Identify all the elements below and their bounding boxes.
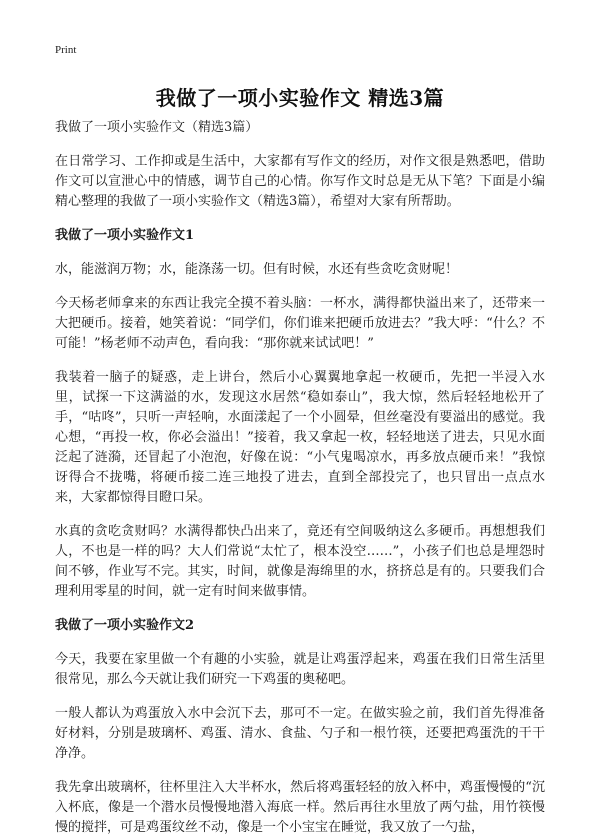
essay-1-heading: 我做了一项小实验作文1 (55, 228, 195, 243)
intro-paragraph: 在日常学习、工作抑或是生活中，大家都有写作文的经历，对作文很是熟悉吧，借助作文可以宣泄心中的情感，调节自己的心情。你写作文时总是无从下笔？下面是小编精心整理的我做了一项小实验作文（精选3篇），希望对大家有所帮助。 (55, 154, 545, 209)
document-body (55, 118, 545, 838)
print-label: Print (55, 44, 77, 56)
essay-2-paragraph: 一般人都认为鸡蛋放入水中会沉下去，那可不一定。在做实验之前，我们首先得准备好材料，分别是玻璃杯、鸡蛋、清水、食盐、勺子和一根竹筷，还要把鸡蛋洗的干干净净。 (55, 706, 545, 761)
essay-1-paragraph: 水，能滋润万物；水，能涤荡一切。但有时候，水还有些贪吃贪财呢！ (55, 262, 459, 277)
document-subtitle: 我做了一项小实验作文（精选3篇） (55, 120, 259, 135)
essay-1-paragraph: 今天杨老师拿来的东西让我完全摸不着头脑：一杯水，满得都快溢出来了，还带来一大把硬币。接着，她笑着说：“同学们，你们谁来把硬币放进去？”我大呼：“什么？不可能！”杨老师不动声色，看向我：“那你就来试试吧！” (55, 296, 545, 351)
essay-2-heading: 我做了一项小实验作文2 (55, 618, 195, 633)
essay-2-paragraph: 今天，我要在家里做一个有趣的小实验，就是让鸡蛋浮起来，鸡蛋在我们日常生活里很常见，那么今天就让我们研究一下鸡蛋的奥秘吧。 (55, 652, 545, 687)
essay-1-paragraph: 我装着一脑子的疑惑，走上讲台，然后小心翼翼地拿起一枚硬币，先把一半浸入水里，试探一下这满溢的水，发现这水居然“稳如泰山”，我大惊，然后轻轻地松开了手，“咕咚”，只听一声轻响，水面漾起了一个小圆晕，但丝毫没有要溢出的感觉。我心想，“再投一枚，你必会溢出！”接着，我又拿起一枚，轻轻地送了进去，只见水面泛起了涟漪，还冒起了小泡泡，好像在说：“小气鬼喝凉水，再多放点硬币来！”我惊讶得合不拢嘴，将硬币接二连三地投了进去，直到全部投完了，也只冒出一点点水来，大家都惊得目瞪口呆。 (55, 370, 545, 505)
essay-1-paragraph: 水真的贪吃贪财吗？水满得都快凸出来了，竟还有空间吸纳这么多硬币。再想想我们人，不也是一样的吗？大人们常说“太忙了，根本没空……”，小孩子们也总是埋怨时间不够，作业写不完。其实，时间，就像是海绵里的水，挤挤总是有的。只要我们合理利用零星的时间，就一定有时间来做事情。 (55, 524, 545, 599)
essay-2-paragraph: 我先拿出玻璃杯，往杯里注入大半杯水，然后将鸡蛋轻轻的放入杯中，鸡蛋慢慢的“沉入杯底，像是一个潜水员慢慢地潜入海底一样。然后再往水里放了两勺盐，用竹筷慢慢的搅拌，可是鸡蛋纹丝不动，像是一个小宝宝在睡觉，我又放了一勺盐， (55, 780, 545, 835)
page-title: 我做了一项小实验作文 精选3篇 (155, 86, 445, 110)
